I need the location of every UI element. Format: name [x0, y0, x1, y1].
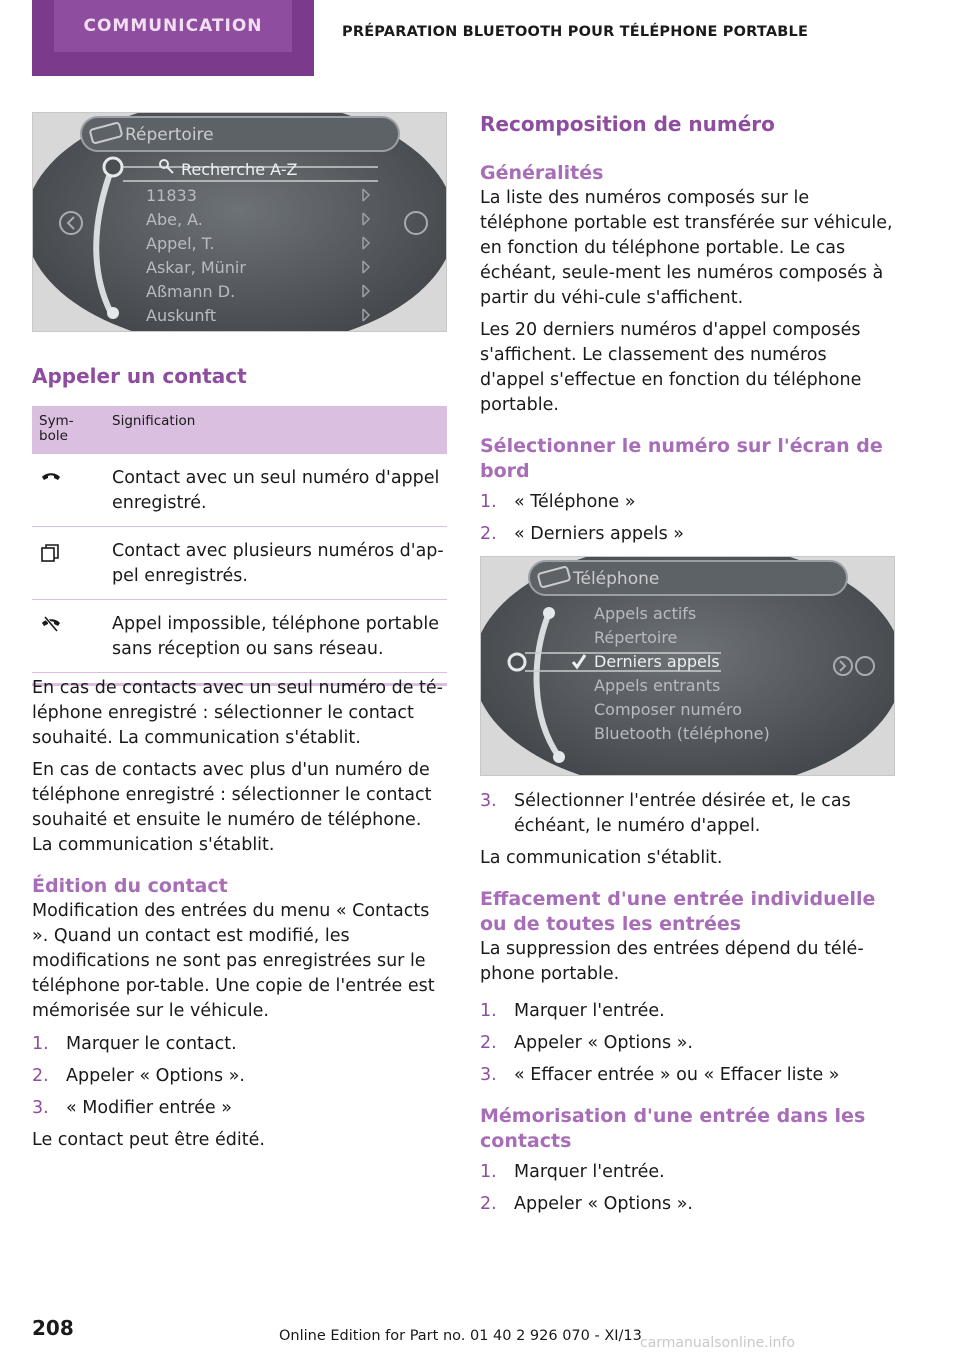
paragraph: La liste des numéros composés sur le téléphone portable est transférée sur véhicule, en fonction du téléphone portable. Le cas échéant, seule-ment les numéros composés à partir du véhi-cule s'affichent. — [480, 188, 893, 308]
table-cell-meaning: Contact avec un seul numéro d'appel enregistré. — [112, 468, 440, 513]
screen2-title-text: Téléphone — [573, 569, 660, 589]
screen1-item: Appel, T. — [146, 234, 215, 253]
table-cell-meaning: Appel impossible, téléphone portable sans réception ou sans réseau. — [112, 614, 439, 659]
right-column-top — [480, 111, 896, 554]
save-steps — [480, 1160, 896, 1217]
heading-general: Généralités — [480, 162, 604, 184]
phone-icon — [40, 471, 62, 485]
page-number: 208 — [32, 1316, 74, 1340]
heading-delete-entries: Effacement d'une entrée individuelle ou de toutes les entrées — [480, 888, 876, 935]
screen2-item-selected: Derniers appels — [594, 652, 720, 671]
screen2-item: Bluetooth (téléphone) — [594, 724, 770, 743]
paragraph: Modification des entrées du menu « Contacts ». Quand un contact est modifié, les modifications ne sont pas enregistrées sur le téléphone por-table. Une copie de l'entrée est mémorisée sur le véhicule. — [32, 901, 435, 1021]
table-header — [32, 406, 447, 454]
list-item: 1. Marquer le contact. — [32, 1034, 237, 1054]
phonebook-screen-graphic — [33, 113, 447, 332]
list-item: 2. Appeler « Options ». — [32, 1066, 245, 1086]
list-item: 2. Appeler « Options ». — [480, 1194, 693, 1214]
heading-save-entry: Mémorisation d'une entrée dans les contacts — [480, 1105, 866, 1152]
list-item: 2. Appeler « Options ». — [480, 1033, 693, 1053]
paragraph: Le contact peut être édité. — [32, 1130, 265, 1150]
edit-steps — [32, 1032, 447, 1121]
screen2-item: Appels actifs — [594, 604, 697, 623]
table-header-meaning: Signification — [112, 413, 196, 429]
table-row — [32, 454, 447, 527]
screen1-title-text: Répertoire — [125, 125, 214, 145]
select-steps — [480, 490, 896, 547]
chapter-title: COMMUNICATION — [83, 16, 263, 36]
chapter-tab — [32, 0, 314, 76]
screen2-item: Répertoire — [594, 628, 678, 647]
paragraph: En cas de contacts avec un seul numéro de té-léphone enregistré : sélectionner le contact souhaité. La communication s'établit. — [32, 678, 443, 748]
screen1-item: Aßmann D. — [146, 282, 236, 301]
table-cell-meaning: Contact avec plusieurs numéros d'ap-pel enregistrés. — [112, 541, 444, 586]
paragraph: Les 20 derniers numéros d'appel composés s'affichent. Le classement des numéros d'appel s'effectue en fonction du téléphone portable. — [480, 320, 862, 415]
section-title: PRÉPARATION BLUETOOTH POUR TÉLÉPHONE PORTABLE — [342, 24, 809, 40]
screen1-item: Askar, Münir — [146, 258, 246, 277]
table-header-symbol: Sym- bole — [39, 413, 74, 444]
select-steps-cont — [480, 789, 896, 839]
list-item: 1. Marquer l'entrée. — [480, 1001, 665, 1021]
list-item: 1. « Téléphone » — [480, 492, 636, 512]
table-row — [32, 527, 447, 600]
paragraph: En cas de contacts avec plus d'un numéro de téléphone enregistré : sélectionner le contact souhaité et ensuite le numéro de téléphone. La communication s'établit. — [32, 760, 432, 855]
delete-steps — [480, 999, 896, 1088]
heading-call-contact: Appeler un contact — [32, 364, 247, 388]
right-column-bottom — [480, 789, 896, 1224]
paragraph: La communication s'établit. — [480, 848, 723, 868]
list-item: 3. Sélectionner l'entrée désirée et, le cas échéant, le numéro d'appel. — [480, 791, 851, 836]
left-column-body — [32, 676, 447, 1160]
watermark: carmanualsonline.info — [640, 1335, 795, 1351]
symbol-table — [32, 406, 447, 686]
screen1-item: Auskunft — [146, 306, 217, 325]
screen1-item: 11833 — [146, 186, 197, 205]
phone-menu-screen-graphic — [481, 557, 895, 776]
screen1-search-text: Recherche A-Z — [181, 160, 298, 179]
screen2-item: Composer numéro — [594, 700, 743, 719]
screen1-item: Abe, A. — [146, 210, 203, 229]
chapter-tab-inner — [54, 0, 292, 52]
list-item: 3. « Modifier entrée » — [32, 1098, 232, 1118]
heading-select-number: Sélectionner le numéro sur l'écran de bord — [480, 435, 883, 482]
heading-edit-contact: Édition du contact — [32, 875, 228, 897]
paragraph: La suppression des entrées dépend du télé-phone portable. — [480, 939, 864, 984]
list-item: 1. Marquer l'entrée. — [480, 1162, 665, 1182]
list-item: 3. « Effacer entrée » ou « Effacer liste » — [480, 1065, 840, 1085]
table-row — [32, 600, 447, 673]
heading-redial: Recomposition de numéro — [480, 112, 775, 136]
list-item: 2. « Derniers appels » — [480, 524, 684, 544]
screenshot-phone-menu — [480, 556, 895, 776]
edition-note: Online Edition for Part no. 01 40 2 926 070 - XI/13 — [279, 1328, 642, 1344]
phone-crossed-icon — [40, 616, 62, 632]
screen2-item: Appels entrants — [594, 676, 721, 695]
screenshot-phonebook — [32, 112, 447, 332]
multi-number-icon — [40, 543, 60, 563]
